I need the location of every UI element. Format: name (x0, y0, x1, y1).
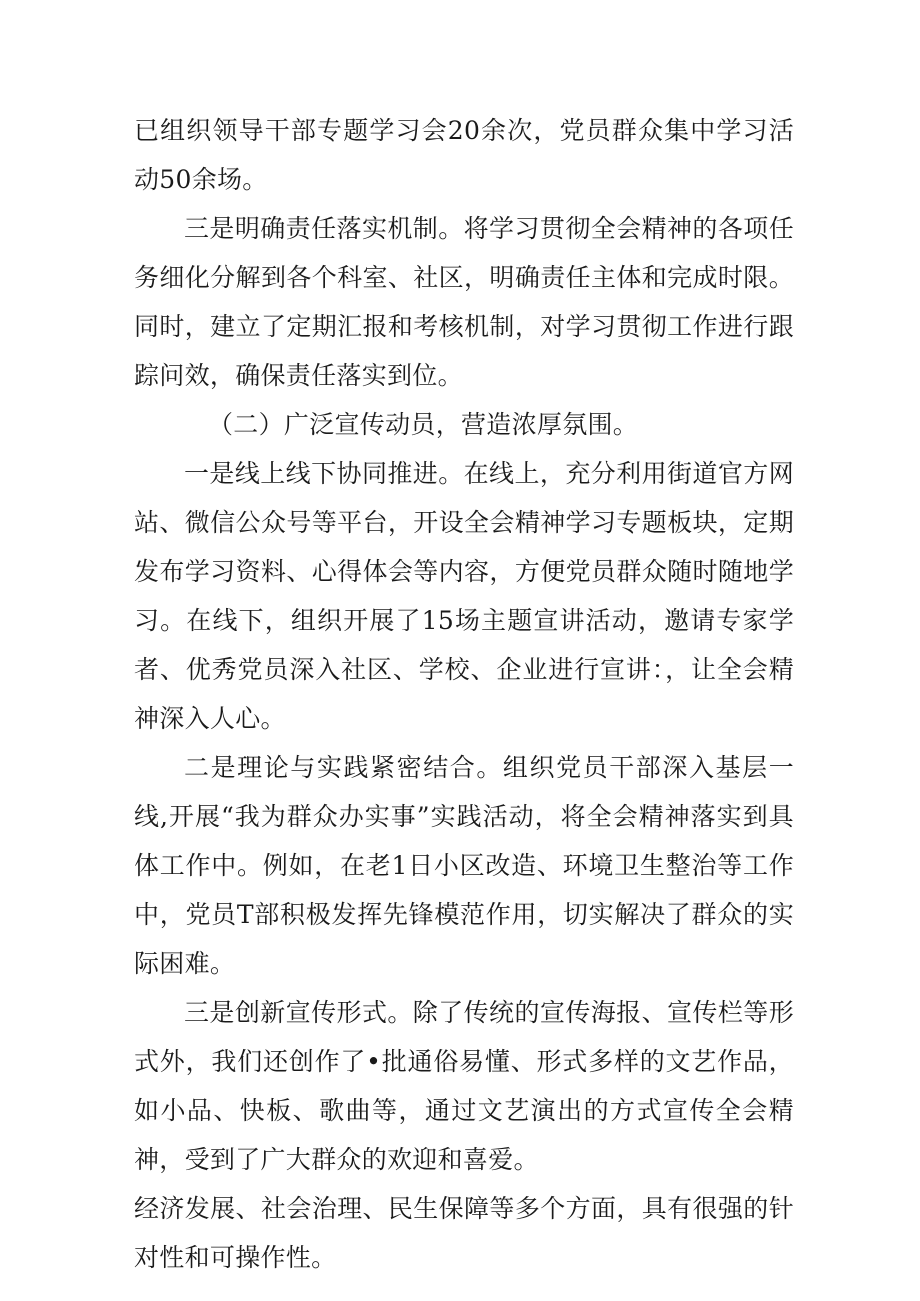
paragraph-4: 一是线上线下协同推进。在线上，充分利用街道官方网站、微信公众号等平台，开设全会精神学习专题板块，定期发布学习资料、心得体会等内容，方便党员群众随时随地学习。在线下，组织开展了15场主题宣讲活动，邀请专家学者、优秀党员深入社区、学校、企业进行宣讲：，让全会精神深入人心。 (134, 459, 794, 733)
paragraph-1: 已组织领导干部专题学习会20余次，党员群众集中学习活动50余场。 (134, 116, 794, 194)
paragraph-6: 三是创新宣传形式。除了传统的宣传海报、宣传栏等形式外，我们还创作了•批通俗易懂、形式多样的文艺作品，如小品、快板、歌曲等，通过文艺演出的方式宣传全会精神，受到了广大群众的欢迎和喜爱。 (134, 998, 794, 1174)
document-body (134, 106, 794, 1282)
paragraph-5: 二是理论与实践紧密结合。组织党员干部深入基层一线,开展“我为群众办实事”实践活动，将全会精神落实到具体工作中。例如，在老1日小区改造、环境卫生整治等工作中，党员T部积极发挥先锋模范作用，切实解决了群众的实际困难。 (134, 753, 794, 978)
paragraph-7: 经济发展、社会治理、民生保障等多个方面，具有很强的针对性和可操作性。 (134, 1194, 794, 1272)
section-heading: （二）广泛宣传动员，营造浓厚氛围。 (208, 410, 639, 439)
paragraph-2: 三是明确责任落实机制。将学习贯彻全会精神的各项任务细化分解到各个科室、社区，明确责任主体和完成时限。同时，建立了定期汇报和考核机制，对学习贯彻工作进行跟踪问效，确保责任落实到位。 (134, 214, 794, 390)
